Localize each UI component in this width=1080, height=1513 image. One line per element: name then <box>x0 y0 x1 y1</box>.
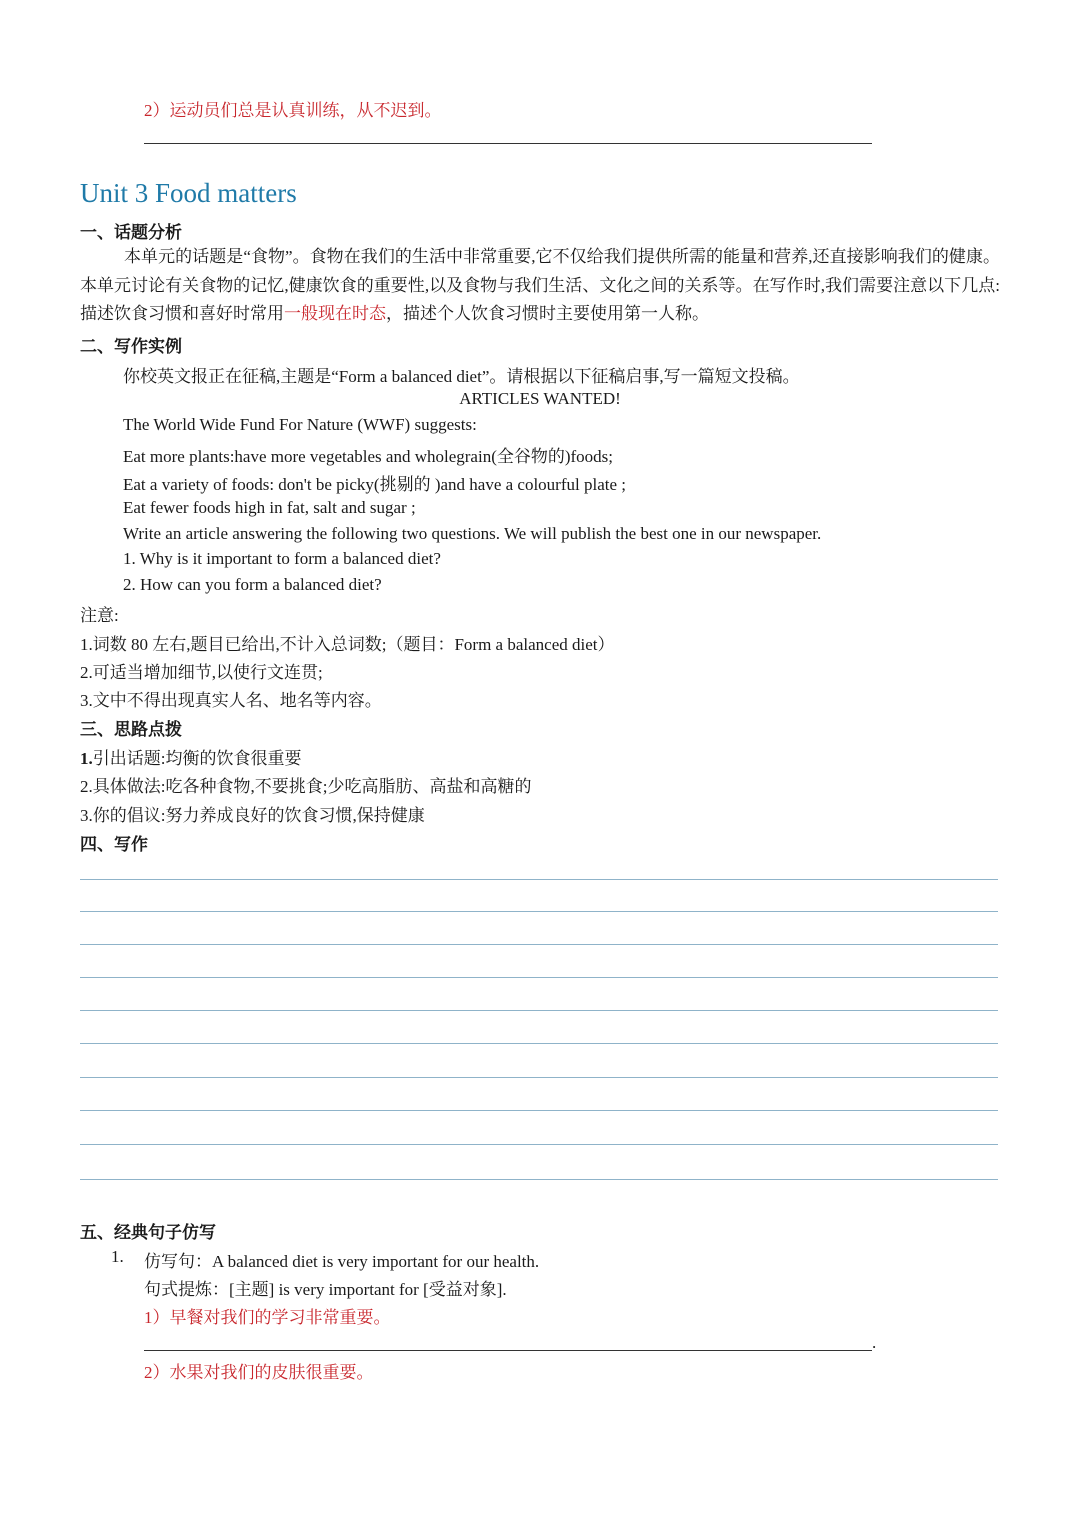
blank-end-period: . <box>872 1333 877 1352</box>
notice-line: Write an article answering the following two questions. We will publish the best one in our newspaper. <box>123 524 822 543</box>
idea-item <box>80 772 531 797</box>
writing-line[interactable] <box>80 1110 998 1111</box>
writing-line[interactable] <box>80 1077 998 1078</box>
writing-line[interactable] <box>80 1144 998 1145</box>
exercise-item: 1）早餐对我们的学习非常重要。 <box>144 1308 391 1327</box>
notice-title: ARTICLES WANTED! <box>459 389 621 408</box>
writing-line[interactable] <box>80 977 998 978</box>
paragraph-text-end: ，描述个人饮食习惯时主要使用第一人称。 <box>386 304 709 323</box>
section-heading-ideas: 三、思路点拨 <box>80 720 182 739</box>
topic-analysis-paragraph <box>80 243 1000 329</box>
notice-line: Eat more plants:have more vegetables and wholegrain(全谷物的)foods; <box>123 447 614 466</box>
writing-line[interactable] <box>80 944 998 945</box>
idea-number: 3. <box>80 806 93 825</box>
notes-label: 注意: <box>80 606 119 625</box>
question-2: 2. How can you form a balanced diet? <box>123 575 382 594</box>
section-heading-writing: 四、写作 <box>80 835 148 854</box>
paragraph-text: 本单元的话题是“食物”。食物在我们的生活中非常重要,它不仅给我们提供所需的能量和营养,还直接影响我们的健康。本单元讨论有关食物的记忆,健康饮食的重要性,以及食物与我们生活、文化之间的关系等。在写作时,我们需要注意以下几点:描述饮食习惯和喜好时常用 <box>80 247 1000 323</box>
question-1: 1. Why is it important to form a balanced diet? <box>123 549 441 568</box>
section-heading-writing-example: 二、写作实例 <box>80 337 182 356</box>
idea-text: 你的倡议:努力养成良好的饮食习惯,保持健康 <box>92 806 425 825</box>
item-number: 1. <box>111 1247 124 1266</box>
writing-line[interactable] <box>80 911 998 912</box>
idea-text: 具体做法:吃各种食物,不要挑食;少吃高脂肪、高盐和高糖的 <box>92 777 532 796</box>
writing-prompt: 你校英文报正在征稿,主题是“Form a balanced diet”。请根据以下征稿启事,写一篇短文投稿。 <box>123 367 800 386</box>
idea-number: 1. <box>80 749 93 768</box>
note-item: 1.词数 80 左右,题目已给出,不计入总词数;（题目：Form a balanced diet） <box>80 635 615 654</box>
section-heading-topic-analysis: 一、话题分析 <box>80 223 182 242</box>
answer-blank-line[interactable] <box>144 1350 872 1351</box>
writing-line[interactable] <box>80 1179 998 1180</box>
notice-line: The World Wide Fund For Nature (WWF) suggests: <box>123 415 477 434</box>
highlighted-tense: 一般现在时态 <box>284 304 386 323</box>
notice-line: Eat fewer foods high in fat, salt and sugar ; <box>123 498 416 517</box>
answer-blank-line[interactable] <box>144 143 872 144</box>
idea-item <box>80 801 425 826</box>
notice-line: Eat a variety of foods: don't be picky(挑剔的 )and have a colourful plate ; <box>123 475 626 494</box>
note-item: 2.可适当增加细节,以使行文连贯; <box>80 663 323 682</box>
writing-line[interactable] <box>80 879 998 880</box>
section-heading-sentence-imitation: 五、经典句子仿写 <box>80 1223 216 1242</box>
idea-number: 2. <box>80 777 93 796</box>
sentence-pattern: 句式提炼：[主题] is very important for [受益对象]. <box>144 1280 507 1299</box>
exercise-item: 2）水果对我们的皮肤很重要。 <box>144 1363 374 1382</box>
idea-item <box>80 744 301 769</box>
idea-text: 引出话题:均衡的饮食很重要 <box>92 749 302 768</box>
model-sentence: 仿写句：A balanced diet is very important for our health. <box>144 1252 540 1271</box>
note-item: 3.文中不得出现真实人名、地名等内容。 <box>80 691 382 710</box>
unit-title: Unit 3 Food matters <box>80 178 297 208</box>
exercise-item-top: 2）运动员们总是认真训练，从不迟到。 <box>144 101 442 120</box>
writing-line[interactable] <box>80 1043 998 1044</box>
writing-line[interactable] <box>80 1010 998 1011</box>
